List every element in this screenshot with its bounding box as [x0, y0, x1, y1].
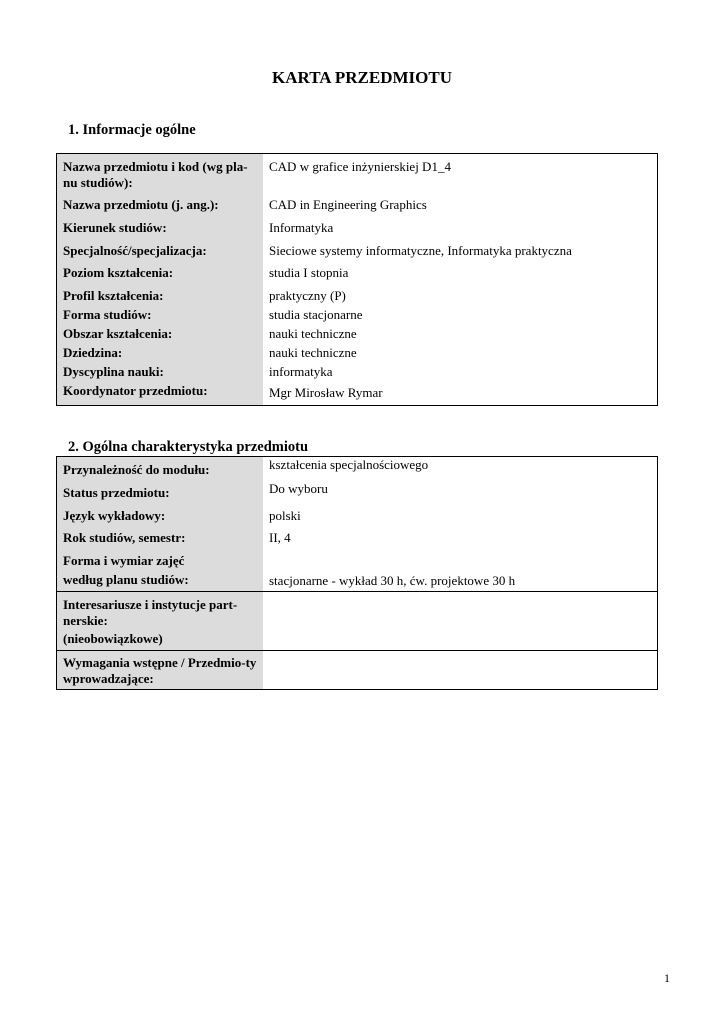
row-value-coordinator: Mgr Mirosław Rymar	[269, 385, 383, 400]
row-label-field-of-study: Kierunek studiów:	[63, 220, 167, 235]
row-label-stakeholders: Interesariusze i instytucje part-nerskie:	[63, 597, 238, 628]
row-value-specialization: Sieciowe systemy informatyczne, Informatyka praktyczna	[269, 243, 572, 258]
row-label-domain: Dziedzina:	[63, 345, 123, 360]
row-value-language: polski	[269, 508, 301, 523]
row-value-module: kształcenia specjalnościowego	[269, 457, 429, 472]
section-2-heading: 2. Ogólna charakterystyka przedmiotu	[68, 439, 309, 455]
row-label-education-area: Obszar kształcenia:	[63, 326, 173, 341]
row-value-class-form: stacjonarne - wykład 30 h, ćw. projektowe 30 h	[269, 573, 516, 588]
row-value-profile: praktyczny (P)	[269, 288, 346, 303]
row-label-prerequisites: Wymagania wstępne / Przedmio-ty wprowadzające:	[63, 655, 257, 686]
row-label-profile: Profil kształcenia:	[63, 288, 164, 303]
row-label-specialization: Specjalność/specjalizacja:	[63, 243, 207, 258]
row-label-coordinator: Koordynator przedmiotu:	[63, 383, 208, 398]
row-value-english-name: CAD in Engineering Graphics	[269, 197, 427, 212]
row-value-domain: nauki techniczne	[269, 345, 357, 360]
general-characteristics-table	[56, 456, 658, 690]
general-info-table	[56, 153, 658, 406]
row-label-class-form-line2: według planu studiów:	[63, 572, 189, 587]
row-divider	[57, 650, 657, 651]
row-value-education-level: studia I stopnia	[269, 265, 349, 280]
document-title: KARTA PRZEDMIOTU	[272, 68, 452, 87]
section-1-heading: 1. Informacje ogólne	[68, 122, 196, 138]
row-label-discipline: Dyscyplina nauki:	[63, 364, 164, 379]
row-value-status: Do wyboru	[269, 481, 328, 496]
row-value-course-name-code: CAD w grafice inżynierskiej D1_4	[269, 159, 451, 174]
row-value-field-of-study: Informatyka	[269, 220, 334, 235]
row-value-discipline: informatyka	[269, 364, 333, 379]
row-label-course-name-code: Nazwa przedmiotu i kod (wg pla-nu studiów):	[63, 159, 248, 190]
page-number: 1	[664, 971, 670, 985]
row-label-language: Język wykładowy:	[63, 508, 166, 523]
row-divider	[57, 591, 657, 592]
row-label-study-form: Forma studiów:	[63, 307, 152, 322]
row-label-module: Przynależność do modułu:	[63, 462, 210, 477]
row-value-study-form: studia stacjonarne	[269, 307, 363, 322]
row-label-education-level: Poziom kształcenia:	[63, 265, 174, 280]
row-value-year-semester: II, 4	[269, 530, 291, 545]
row-value-education-area: nauki techniczne	[269, 326, 357, 341]
row-label-status: Status przedmiotu:	[63, 485, 170, 500]
row-label-stakeholders-optional: (nieobowiązkowe)	[63, 631, 163, 646]
row-label-class-form-line1: Forma i wymiar zajęć	[63, 553, 185, 568]
row-label-english-name: Nazwa przedmiotu (j. ang.):	[63, 197, 219, 212]
row-label-year-semester: Rok studiów, semestr:	[63, 530, 186, 545]
